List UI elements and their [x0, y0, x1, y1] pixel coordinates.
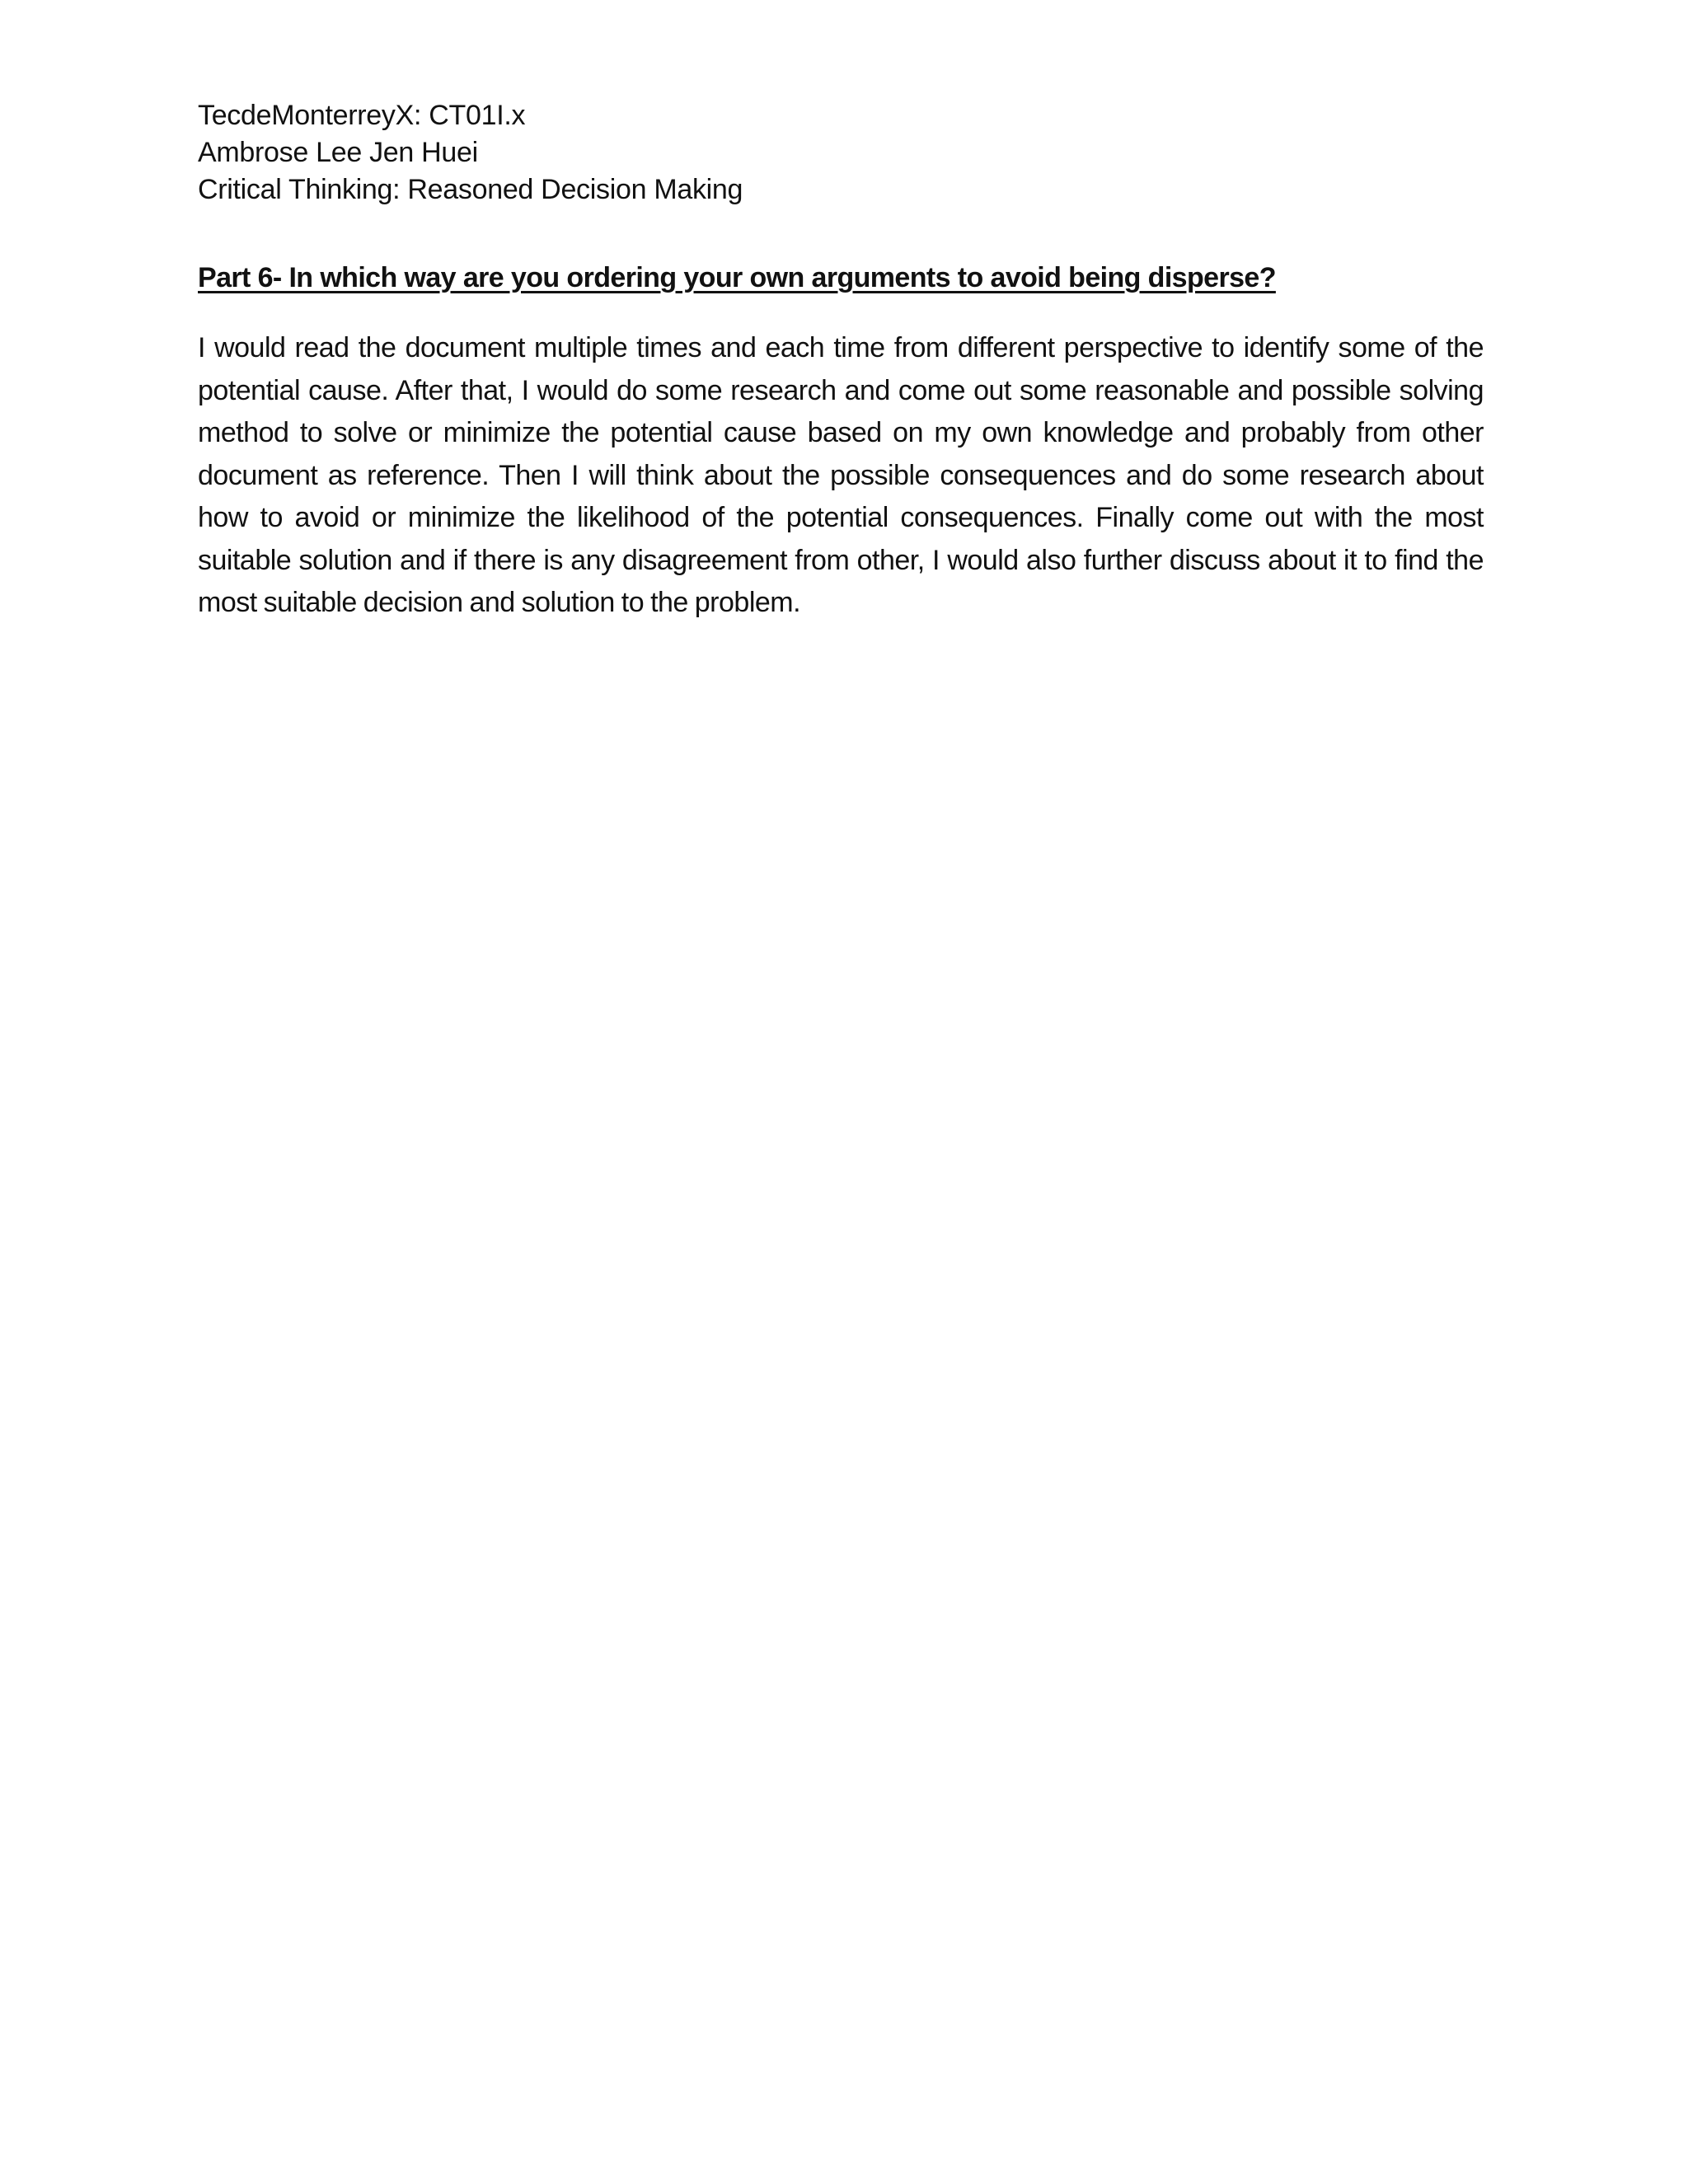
answer-paragraph: I would read the document multiple times and each time from different perspective to identify some of the potential cause. After that, I would do some research and come out some reasonable and possible solving method to solve or minimize the potential cause based on my own knowledge and probably from other document as reference. Then I will think about the possible consequences and do some research about how to avoid or minimize the likelihood of the potential consequences. Finally come out with the most suitable solution and if there is any disagreement from other, I would also further discuss about it to find the most suitable decision and solution to the problem.: [198, 332, 1484, 618]
section-heading: Part 6- In which way are you ordering your own arguments to avoid being disperse?: [198, 262, 1276, 293]
author-name: Ambrose Lee Jen Huei: [198, 137, 478, 168]
course-code: TecdeMonterreyX: CT01I.x: [198, 100, 526, 131]
document-page: [198, 97, 1484, 625]
course-title: Critical Thinking: Reasoned Decision Making: [198, 174, 743, 205]
